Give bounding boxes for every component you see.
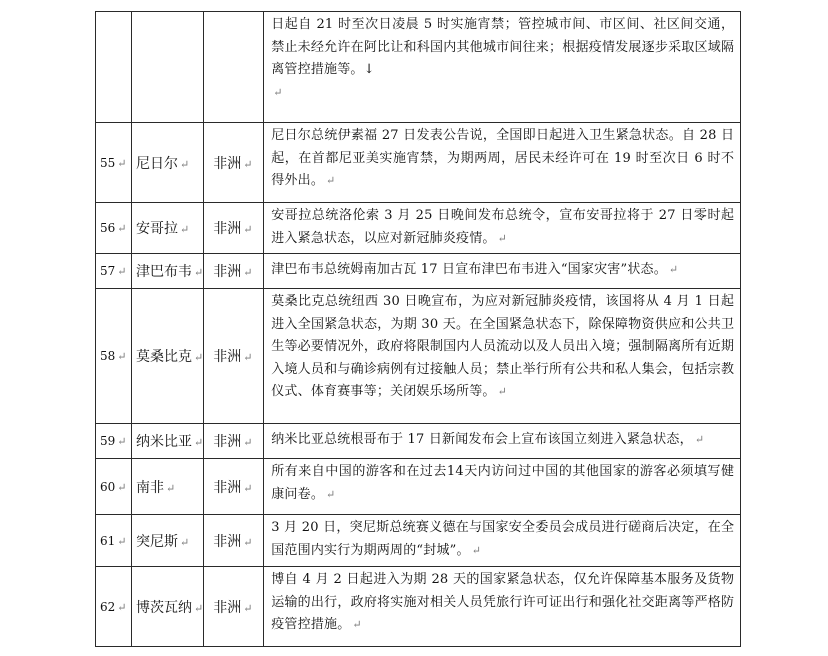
row-number [96, 123, 132, 203]
row-number [96, 424, 132, 459]
paragraph-return-icon: ↵ [243, 481, 253, 495]
measure-description [264, 254, 741, 289]
region-name: 非洲 [213, 599, 242, 616]
row-number-text: 57 [100, 264, 116, 278]
table-row [96, 515, 741, 567]
row-number [96, 12, 132, 123]
paragraph-return-icon: ↵ [117, 350, 127, 363]
country-cell [132, 567, 204, 647]
country-name: 尼日尔 [136, 155, 178, 172]
table-row [96, 12, 741, 123]
row-number [96, 289, 132, 424]
country-measures-table [95, 11, 741, 647]
row-number-text: 60 [100, 479, 116, 494]
row-number-text: 62 [100, 599, 116, 614]
table-row [96, 459, 741, 515]
paragraph-return-icon: ↵ [117, 265, 127, 278]
country-cell [132, 424, 204, 459]
measure-description [264, 12, 741, 123]
region-cell [204, 123, 264, 203]
measure-text: 3 月 20 日，突尼斯总统赛义德在与国家安全委员会成员进行磋商后决定，在全国范围内实行为期两周的“封城”。 [271, 520, 735, 558]
row-number [96, 515, 132, 567]
row-number [96, 567, 132, 647]
row-number [96, 459, 132, 515]
paragraph-return-icon: ↵ [243, 266, 253, 279]
country-name: 突尼斯 [136, 533, 178, 550]
country-cell [132, 123, 204, 203]
paragraph-return-icon: ↵ [694, 433, 705, 447]
row-number-text: 55 [100, 155, 116, 170]
table-row [96, 203, 741, 254]
region-cell [204, 515, 264, 567]
region-name: 非洲 [213, 533, 242, 550]
table-row [96, 424, 741, 459]
country-cell [132, 12, 204, 123]
region-cell [204, 254, 264, 289]
paragraph-return-icon: ↵ [352, 618, 362, 631]
paragraph-return-icon: ↵ [243, 535, 253, 549]
paragraph-return-icon: ↵ [243, 436, 253, 449]
paragraph-return-icon: ↵ [243, 351, 253, 364]
measure-description [264, 123, 741, 203]
table-row [96, 123, 741, 203]
measure-text: 津巴布韦总统姆南加古瓦 17 日宣布津巴布韦进入“国家灾害”状态。 [271, 262, 667, 278]
table-row [96, 567, 741, 647]
measure-description [264, 459, 741, 515]
paragraph-return-icon: ↵ [166, 481, 176, 495]
region-cell [204, 203, 264, 254]
measure-description [264, 289, 741, 424]
country-cell [132, 203, 204, 254]
row-number-text: 58 [100, 349, 116, 363]
country-cell [132, 289, 204, 424]
measure-description [264, 567, 741, 647]
paragraph-return-icon: ↵ [117, 222, 127, 235]
paragraph-return-icon: ↵ [497, 385, 508, 398]
paragraph-return-icon: ↵ [326, 174, 336, 187]
measure-text: 尼日尔总统伊素福 27 日发表公告说，全国即日起进入卫生紧急状态。自 28 日起，在首都尼亚美实施宵禁，为期两周，居民未经许可在 19 时至次日 6 时不得外出。 [271, 128, 735, 188]
paragraph-return-icon: ↵ [117, 156, 127, 170]
paragraph-return-icon: ↵ [471, 543, 482, 557]
country-name: 博茨瓦纳 [136, 599, 192, 616]
paragraph-return-icon: ↵ [194, 436, 204, 449]
paragraph-return-icon: ↵ [117, 600, 127, 614]
region-name: 非洲 [213, 349, 242, 365]
paragraph-return-icon: ↵ [180, 157, 190, 171]
region-cell [204, 459, 264, 515]
paragraph-return-icon: ↵ [497, 231, 508, 245]
paragraph-return-icon: ↵ [668, 263, 679, 277]
row-number-text: 61 [100, 533, 116, 548]
measure-text: 安哥拉总统洛伦索 3 月 25 日晚间发布总统令，宣布安哥拉将于 27 日零时起进入紧急状态，以应对新冠肺炎疫情。 [271, 208, 735, 246]
paragraph-return-icon: ↵ [273, 85, 283, 99]
table-row [96, 289, 741, 424]
paragraph-return-icon: ↵ [117, 435, 127, 448]
measure-text: 日起自 21 时至次日凌晨 5 时实施宵禁；管控城市间、市区间、社区间交通，禁止未经允许在阿比让和科国内其他城市间往来；根据疫情发展逐步采取区域隔离管控措施等。↓ [271, 17, 735, 77]
region-name: 非洲 [213, 264, 242, 280]
region-name: 非洲 [213, 434, 242, 450]
measure-description [264, 515, 741, 567]
paragraph-return-icon: ↵ [194, 266, 204, 279]
paragraph-return-icon: ↵ [194, 351, 204, 364]
country-cell [132, 254, 204, 289]
paragraph-return-icon: ↵ [117, 480, 127, 494]
paragraph-return-icon: ↵ [243, 223, 253, 236]
country-name: 纳米比亚 [136, 434, 192, 450]
measure-description [264, 424, 741, 459]
paragraph-return-icon: ↵ [243, 601, 253, 615]
country-cell [132, 459, 204, 515]
country-name: 莫桑比克 [136, 349, 192, 365]
region-cell [204, 567, 264, 647]
region-name: 非洲 [213, 479, 242, 496]
country-name: 南非 [136, 479, 164, 496]
region-cell [204, 12, 264, 123]
measure-description [264, 203, 741, 254]
table-row [96, 254, 741, 289]
measure-text: 所有来自中国的游客和在过去14天内访问过中国的其他国家的游客必须填写健康问卷。 [271, 464, 735, 502]
paragraph-return-icon: ↵ [180, 223, 190, 236]
row-number [96, 254, 132, 289]
region-cell [204, 424, 264, 459]
paragraph-return-icon: ↵ [117, 534, 127, 548]
country-cell [132, 515, 204, 567]
measure-text: 纳米比亚总统根哥布于 17 日新闻发布会上宣布该国立刻进入紧急状态， [271, 432, 693, 448]
region-name: 非洲 [213, 221, 242, 237]
region-name: 非洲 [213, 155, 242, 172]
row-number [96, 203, 132, 254]
paragraph-return-icon: ↵ [243, 157, 253, 171]
paragraph-return-icon: ↵ [326, 487, 336, 501]
row-number-text: 56 [100, 221, 116, 235]
measure-text: 博自 4 月 2 日起进入为期 28 天的国家紧急状态，仅允许保障基本服务及货物运输的出行，政府将实施对相关人员凭旅行许可证出行和强化社交距离等严格防疫管控措施。 [271, 572, 735, 632]
row-number-text: 59 [100, 434, 116, 448]
region-cell [204, 289, 264, 424]
paragraph-return-icon: ↵ [180, 535, 190, 549]
country-name: 津巴布韦 [136, 264, 192, 280]
country-name: 安哥拉 [136, 221, 178, 237]
measure-text: 莫桑比克总统纽西 30 日晚宣布，为应对新冠肺炎疫情，该国将从 4 月 1 日起进入全国紧急状态，为期 30 天。在全国紧急状态下，除保障物资供应和公共卫生等必要情况外，政府将限制国内人员流动以及人员出入境；强制隔离所有近期入境人员和与确诊病例有过接触人员；禁止举行所有公共和私人集会，包括宗教仪式、体育赛事等；关闭娱乐场所等。 [271, 294, 735, 399]
paragraph-return-icon: ↵ [194, 601, 204, 615]
